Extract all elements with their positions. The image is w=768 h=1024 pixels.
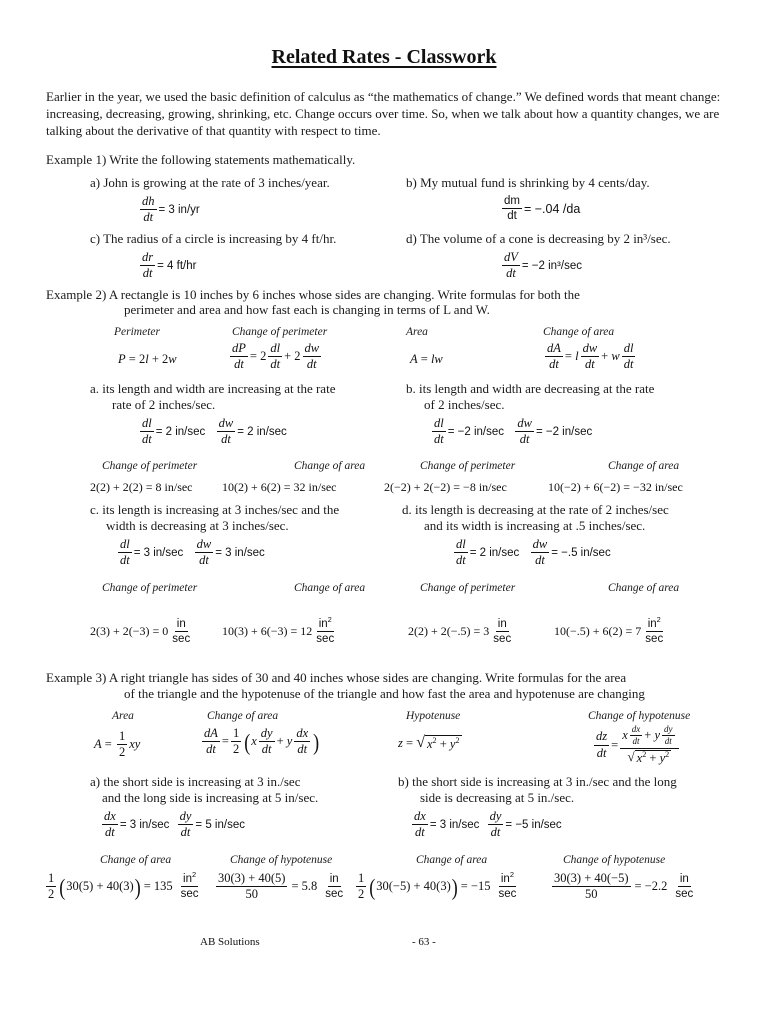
- ex3-label-change-of-area: Change of area: [207, 710, 279, 722]
- ex1-d-text: d) The volume of a cone is decreasing by 2 in³/sec.: [406, 231, 671, 246]
- ex2-c-text-line-2: width is decreasing at 3 inches/sec.: [106, 518, 289, 533]
- ex3-a-label-change-of-hypotenuse: Change of hypotenuse: [230, 854, 333, 866]
- ex2-a-rates: $\frac{dl}{dt}$ = 2 in/sec $\frac{dw}{dt}$ = 2 in/sec: [142, 416, 287, 447]
- ex3-a-hypotenuse-result: $\frac{30(3) + 40(5)}{50}$ = 5.8 $\frac{in}{\sec}$: [218, 871, 344, 902]
- ex1-a-equation: $\frac{dh}{dt}$ = 3 in/yr: [142, 194, 200, 225]
- ex2-c-perimeter-result: 2(3) + 2(−3) = 0 $\frac{in}{\sec}$: [90, 618, 191, 646]
- ex3-b-rates: $\frac{dx}{dt}$ = 3 in/sec $\frac{dy}{dt}$ = −5 in/sec: [414, 809, 562, 840]
- ex3-b-area-result: $\frac{1}{2}$ ( 30(−5) + 40(3) ) = −15 $\frac{in^2}{\sec}$: [358, 870, 517, 902]
- ex3-b-hypotenuse-result: $\frac{30(3) + 40(-5)}{50}$ = −2.2 $\frac{in}{\sec}$: [554, 871, 694, 902]
- ex3-label-change-of-hypotenuse: Change of hypotenuse: [588, 710, 691, 722]
- ex2-d-label-change-of-area: Change of area: [608, 582, 680, 594]
- ex3-formula-hypotenuse: z = √ $x^2 + y^2$: [398, 734, 460, 751]
- ex1-b-text: b) My mutual fund is shrinking by 4 cents/day.: [406, 175, 650, 190]
- formula-change-of-area: $\frac{dA}{dt}$ = l $\frac{dw}{dt}$ + w $\frac{dl}{dt}$: [547, 341, 634, 372]
- page-number: - 63 -: [412, 936, 436, 948]
- ex1-b-equation: $\frac{dm}{dt}$ = −.04 /da: [504, 195, 581, 223]
- ex3-b-label-change-of-area: Change of area: [416, 854, 488, 866]
- ex2-b-perimeter-result: 2(−2) + 2(−2) = −8 in/sec: [384, 480, 507, 494]
- ex2-c-label-change-of-perimeter: Change of perimeter: [102, 582, 198, 594]
- ex3-label-hypotenuse: Hypotenuse: [406, 710, 461, 722]
- label-perimeter: Perimeter: [114, 326, 160, 338]
- ex2-a-text-line-1: a. its length and width are increasing at the rate: [90, 381, 336, 396]
- ex1-c-equation: $\frac{dr}{dt}$ = 4 ft/hr: [142, 250, 197, 281]
- formula-area: A = lw: [410, 352, 443, 366]
- ex2-a-text-line-2: rate of 2 inches/sec.: [112, 397, 216, 412]
- ex2-d-text-line-2: and its width is increasing at .5 inches/sec.: [424, 518, 646, 533]
- ex2-a-label-change-of-area: Change of area: [294, 460, 366, 472]
- label-area: Area: [406, 326, 428, 338]
- formula-perimeter: P = 2 l + 2 w: [118, 352, 177, 366]
- example-2-heading-line-1: Example 2) A rectangle is 10 inches by 6 inches whose sides are changing. Write formulas for both the: [46, 287, 580, 302]
- footer-left: AB Solutions: [200, 936, 260, 948]
- ex3-formula-change-of-area: $\frac{dA}{dt}$ = $\frac{1}{2}$ ( x $\frac{dy}{dt}$ + y $\frac{dx}{dt}$ ): [204, 726, 320, 757]
- ex2-d-area-result: 10(−.5) + 6(2) = 7 $\frac{in^2}{\sec}$: [554, 615, 664, 646]
- ex3-a-text-line-1: a) the short side is increasing at 3 in./sec: [90, 774, 301, 789]
- ex3-formula-area: A = $\frac{1}{2}$ xy: [94, 729, 141, 760]
- page-title: Related Rates - Classwork: [271, 46, 497, 68]
- ex2-a-area-result: 10(2) + 6(2) = 32 in/sec: [222, 480, 337, 494]
- ex3-a-label-change-of-area: Change of area: [100, 854, 172, 866]
- ex3-b-label-change-of-hypotenuse: Change of hypotenuse: [563, 854, 666, 866]
- ex2-c-label-change-of-area: Change of area: [294, 582, 366, 594]
- ex3-a-rates: $\frac{dx}{dt}$ = 3 in/sec $\frac{dy}{dt}$ = 5 in/sec: [104, 809, 245, 840]
- ex3-formula-change-of-hypotenuse: $\frac{dz}{dt}$ = x $\frac{dx}{dt}$ + y $\frac{dy}{dt}$ √ $x^2 + y^2$: [592, 725, 681, 765]
- ex3-b-text-line-2: side is decreasing at 5 in./sec.: [420, 790, 575, 805]
- intro-paragraph: Earlier in the year, we used the basic definition of calculus as “the mathematics of change.” We defined words that meant change: increasing, decreasing, growing, shrinking, etc. Change occurs over time. So, when we talk about how a quantity changes, we are talking about the derivative of that quantity with respect to time.: [46, 89, 721, 138]
- ex2-b-text-line-2: of 2 inches/sec.: [424, 397, 505, 412]
- ex2-c-rates: $\frac{dl}{dt}$ = 3 in/sec $\frac{dw}{dt}$ = 3 in/sec: [120, 537, 265, 568]
- example-1-heading: Example 1) Write the following statements mathematically.: [46, 152, 356, 167]
- ex1-c-text: c) The radius of a circle is increasing by 4 ft/hr.: [90, 231, 337, 246]
- example-3-heading-line-1: Example 3) A right triangle has sides of 30 and 40 inches whose sides are changing. Write formulas for the area: [46, 670, 627, 685]
- example-2-heading-line-2: perimeter and area and how fast each is changing in terms of L and W.: [124, 302, 490, 317]
- ex3-b-text-line-1: b) the short side is increasing at 3 in./sec and the long: [398, 774, 677, 789]
- ex2-d-rates: $\frac{dl}{dt}$ = 2 in/sec $\frac{dw}{dt}$ = −.5 in/sec: [456, 537, 611, 568]
- ex2-b-rates: $\frac{dl}{dt}$ = −2 in/sec $\frac{dw}{dt}$ = −2 in/sec: [434, 416, 593, 447]
- ex3-a-area-result: $\frac{1}{2}$ ( 30(5) + 40(3) ) = 135 $\frac{in^2}{\sec}$: [48, 870, 199, 902]
- ex2-d-label-change-of-perimeter: Change of perimeter: [420, 582, 516, 594]
- ex2-a-perimeter-result: 2(2) + 2(2) = 8 in/sec: [90, 480, 193, 494]
- ex2-c-area-result: 10(3) + 6(−3) = 12 $\frac{in^2}{\sec}$: [222, 615, 335, 646]
- label-change-of-perimeter: Change of perimeter: [232, 326, 328, 338]
- ex2-d-perimeter-result: 2(2) + 2(−.5) = 3 $\frac{in}{\sec}$: [408, 618, 512, 646]
- formula-change-of-perimeter: $\frac{dP}{dt}$ = 2 $\frac{dl}{dt}$ + 2 $\frac{dw}{dt}$: [232, 341, 320, 372]
- ex2-d-text-line-1: d. its length is decreasing at the rate of 2 inches/sec: [402, 502, 669, 517]
- ex2-c-text-line-1: c. its length is increasing at 3 inches/sec and the: [90, 502, 340, 517]
- ex3-label-area: Area: [112, 710, 134, 722]
- ex1-a-text: a) John is growing at the rate of 3 inches/year.: [90, 175, 330, 190]
- ex1-d-equation: $\frac{dV}{dt}$ = −2 in³/sec: [504, 250, 582, 281]
- ex2-b-label-change-of-perimeter: Change of perimeter: [420, 460, 516, 472]
- example-3-heading-line-2: of the triangle and the hypotenuse of the triangle and how fast the area and hypotenuse are changing: [124, 686, 645, 701]
- ex2-b-label-change-of-area: Change of area: [608, 460, 680, 472]
- label-change-of-area: Change of area: [543, 326, 615, 338]
- ex2-b-text-line-1: b. its length and width are decreasing at the rate: [406, 381, 655, 396]
- ex2-b-area-result: 10(−2) + 6(−2) = −32 in/sec: [548, 480, 683, 494]
- ex2-a-label-change-of-perimeter: Change of perimeter: [102, 460, 198, 472]
- ex3-a-text-line-2: and the long side is increasing at 5 in/sec.: [102, 790, 319, 805]
